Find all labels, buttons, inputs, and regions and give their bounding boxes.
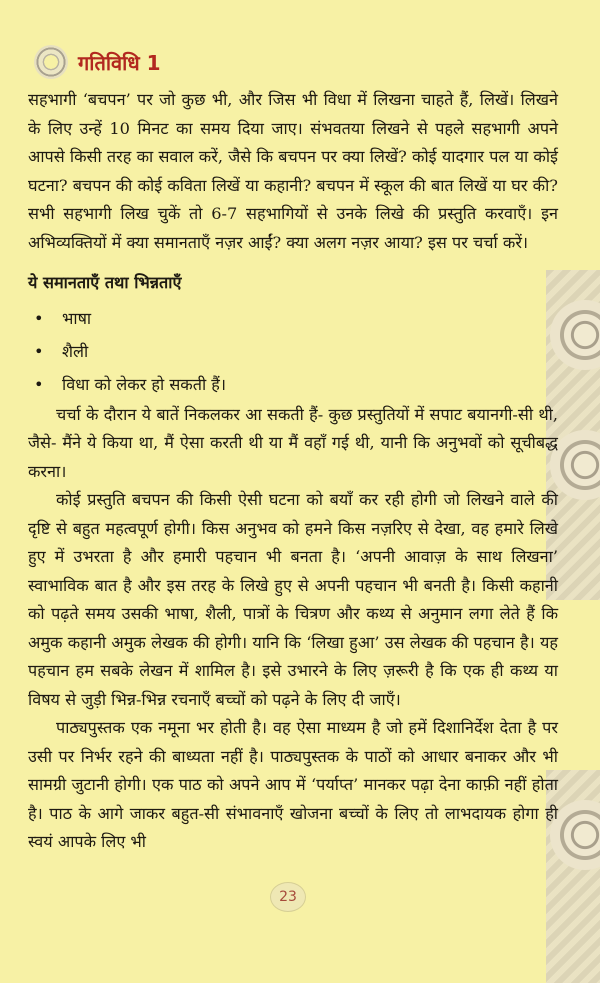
list-item (28, 335, 558, 368)
bullet-icon: • (34, 341, 44, 361)
list-item-text: भाषा (62, 308, 92, 328)
paragraph-2: चर्चा के दौरान ये बातें निकलकर आ सकती हैं- कुछ प्रस्तुतियों में सपाट बयानगी-सी थी, जैसे- मैंने ये किया था, मैं ऐसा करती थी या मैं वहाँ गई थी, यानी कि अनुभवों को सूचीबद्ध करना। (28, 404, 558, 481)
list-item (28, 368, 558, 401)
list-item-text: विधा को लेकर हो सकती हैं। (62, 374, 227, 394)
section-subheading: ये समानताएँ तथा भिन्नताएँ (28, 273, 182, 292)
list-item (28, 302, 558, 335)
paragraph-4: पाठ्यपुस्तक एक नमूना भर होती है। वह ऐसा माध्यम है जो हमें दिशानिर्देश देता है पर उसी पर निर्भर रहने की बाध्यता नहीं है। पाठ्यपुस्तक के पाठों को आधार बनाकर और भी सामग्री जुटानी होगी। एक पाठ को अपने आप में ‘पर्याप्त’ मानकर पढ़ा देना काफ़ी नहीं होता है। पाठ के आगे जाकर बहुत-सी संभावनाएँ खोजना बच्चों के लिए तो लाभदायक होगा ही स्वयं आपके लिए भी (28, 718, 558, 851)
paragraph-1: सहभागी ‘बचपन’ पर जो कुछ भी, और जिस भी विधा में लिखना चाहते हैं, लिखें। लिखने के लिए उन्हें 10 मिनट का समय दिया जाए। संभवतया लिखने से पहले सहभागी अपने आपसे किसी तरह का सवाल करें, जैसे कि बचपन पर क्या लिखें? कोई यादगार पल या कोई घटना? बचपन की कोई कविता लिखें या कहानी? बचपन में स्कूल की बात लिखें या घर की? सभी सहभागी लिख चुकें तो 6-7 सहभागियों से उनके लिखे की प्रस्तुति करवाएँ। इन अभिव्यक्तियों में क्या समानताएँ नज़र आईं? क्या अलग नज़र आया? इस पर चर्चा करें। (28, 90, 558, 252)
bullet-icon: • (34, 374, 44, 394)
bullet-list (28, 302, 558, 401)
list-item-text: शैली (62, 341, 89, 361)
activity-title: गतिविधि 1 (78, 50, 161, 75)
page-number: 23 (270, 882, 306, 912)
paragraph-3: कोई प्रस्तुति बचपन की किसी ऐसी घटना को बयाँ कर रही होगी जो लिखने वाले की दृष्टि से बहुत महत्वपूर्ण होगी। किस अनुभव को हमने किस नज़रिए से देखा, वह हमारे लिखे हुए में उभरता है और हमारी पहचान भी बनता है। ‘अपनी आवाज़ के साथ लिखना’ स्वाभाविक बात है और इस तरह के लिखे हुए से अपनी पहचान भी बनती है। किसी कहानी को पढ़ते समय उसकी भाषा, शैली, पात्रों के चित्रण और कथ्य से अनुमान लगा लेते हैं कि अमुक कहानी अमुक लेखक की होगी। यानि कि ‘लिखा हुआ’ उस लेखक की पहचान है। यह पहचान हम सबके लेखन में शामिल है। इसे उभारने के लिए ज़रूरी है कि एक ही कथ्य या विषय से जुड़ी भिन्न-भिन्न रचनाएँ बच्चों को पढ़ने के लिए दी जाएँ। (28, 490, 558, 709)
activity-header (34, 44, 161, 80)
bullet-icon: • (34, 308, 44, 328)
page-body (28, 86, 558, 857)
sun-ornament-icon (34, 45, 68, 79)
